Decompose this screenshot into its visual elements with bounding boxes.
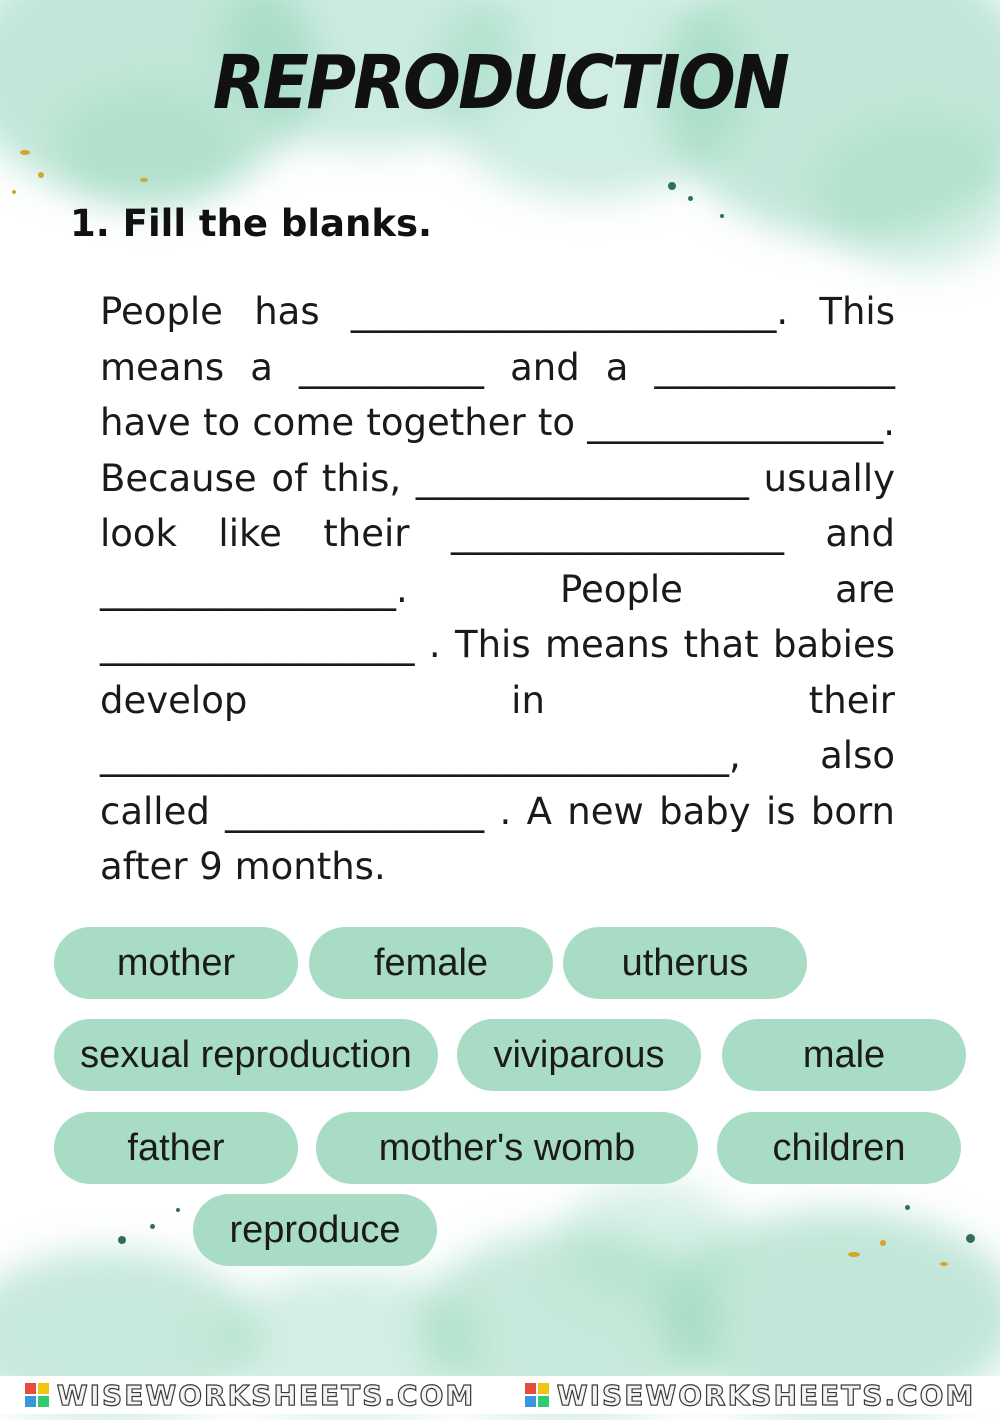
wiseworksheets-logo-icon <box>525 1383 549 1407</box>
watermark-text: WISEWORKSHEETS.COM <box>556 1378 976 1412</box>
wiseworksheets-logo-icon <box>25 1383 49 1407</box>
word-chip-mother[interactable]: mother <box>54 927 298 999</box>
word-chip-mothers-womb[interactable]: mother's womb <box>316 1112 698 1184</box>
word-chip-utherus[interactable]: utherus <box>563 927 807 999</box>
watermark-left <box>25 1379 476 1412</box>
word-chip-female[interactable]: female <box>309 927 553 999</box>
watermark-text: WISEWORKSHEETS.COM <box>56 1378 476 1412</box>
word-chip-father[interactable]: father <box>54 1112 298 1184</box>
exercise-instruction: 1. Fill the blanks. <box>70 202 433 245</box>
fill-in-passage: People has _______________________. This means a __________ and a _____________ have to come together to ________________. Because of this, __________________ usually look like their __________________ and ________________. People are _________________ . This means that babies develop in their __________________________________, also called ______________ . A new baby is born after 9 months. <box>100 290 895 888</box>
word-chip-children[interactable]: children <box>717 1112 961 1184</box>
word-chip-male[interactable]: male <box>722 1019 966 1091</box>
word-chip-viviparous[interactable]: viviparous <box>457 1019 701 1091</box>
word-chip-reproduce[interactable]: reproduce <box>193 1194 437 1266</box>
footer-watermark <box>0 1376 1000 1414</box>
watermark-right <box>525 1379 976 1412</box>
word-chip-sexual-reproduction[interactable]: sexual reproduction <box>54 1019 438 1091</box>
worksheet-title: REPRODUCTION <box>212 40 788 126</box>
